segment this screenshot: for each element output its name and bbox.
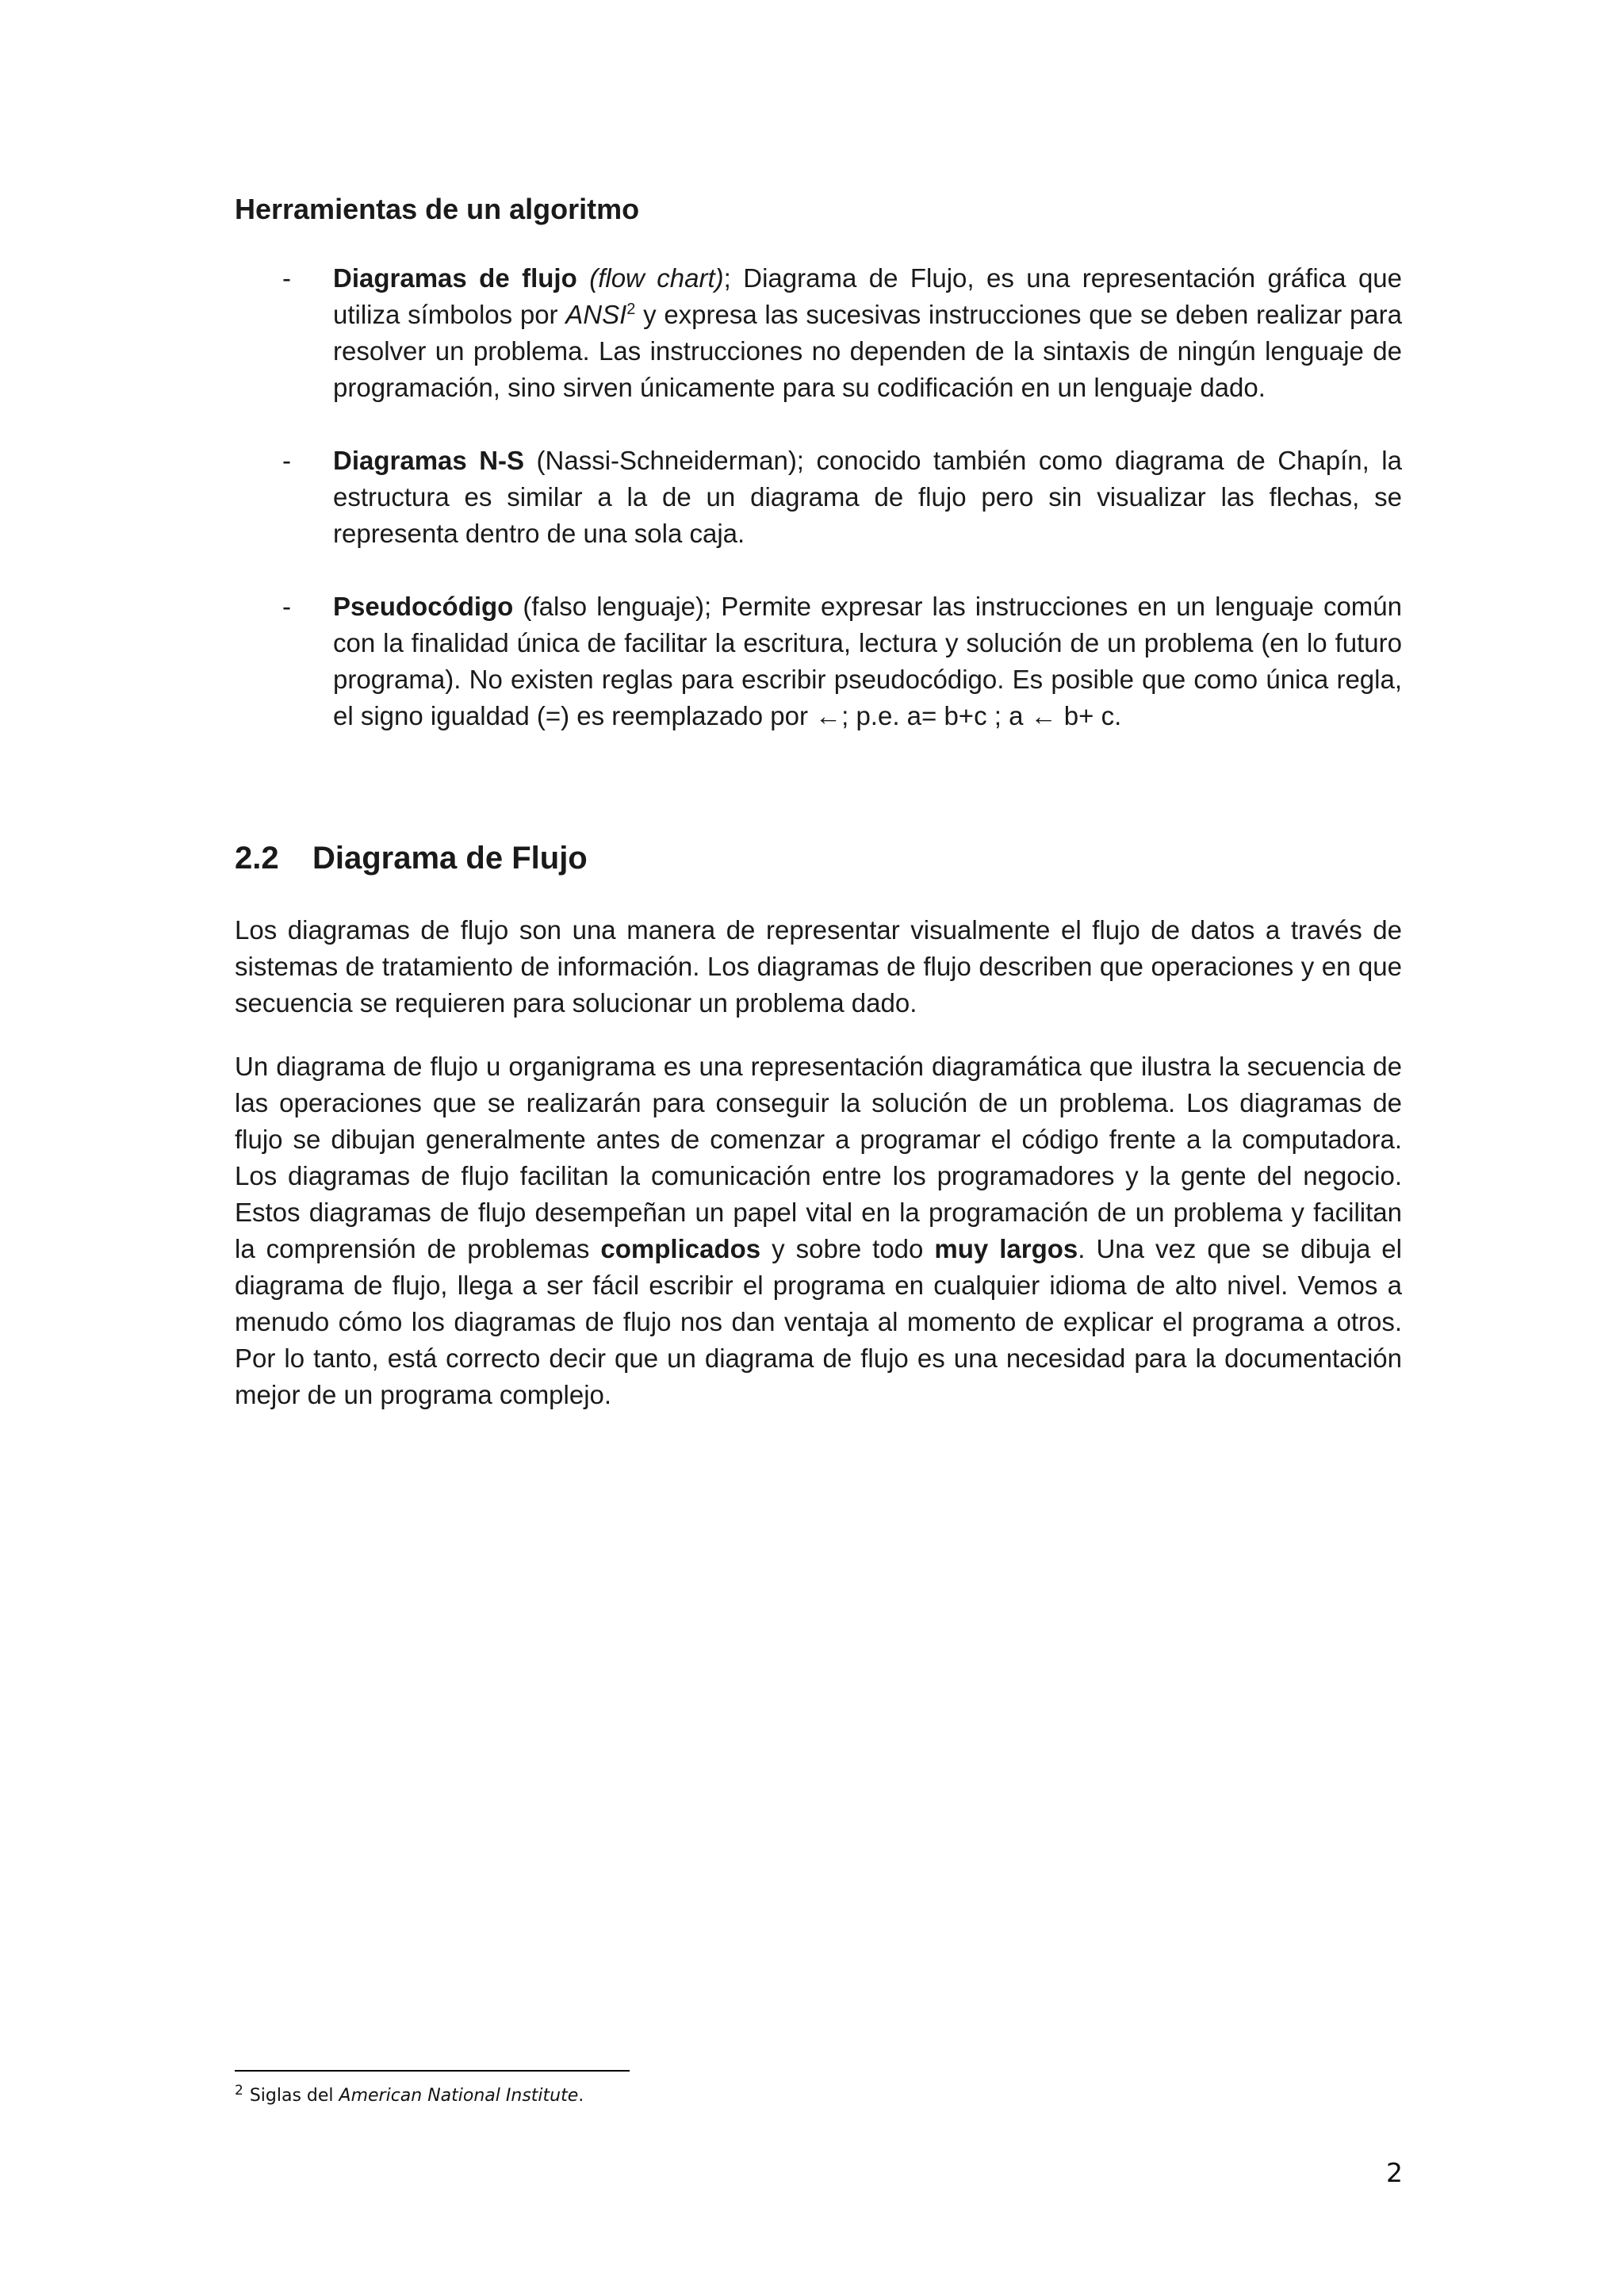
bullet-term-italic: (flow chart) (589, 263, 724, 293)
bold-muy-largos: muy largos (934, 1234, 1078, 1263)
footnote-separator (235, 2070, 630, 2072)
bullet-text (333, 263, 1402, 402)
section-title-text: Diagrama de Flujo (312, 841, 588, 876)
bullet-body-a: ; Diagrama de Flujo, es una representación gráfica que utiliza símbolos por (333, 263, 1403, 329)
bullet-dash: - (282, 446, 291, 475)
section-title (235, 838, 588, 879)
list-item-diagramas-ns (235, 443, 1402, 552)
bullet-dash: - (282, 592, 291, 621)
list-item-pseudocodigo (235, 588, 1402, 734)
paragraph-text: y sobre todo (760, 1234, 935, 1263)
bullet-dash: - (282, 263, 291, 293)
ansi-term: ANSI (565, 300, 627, 329)
footnote-prefix: Siglas del (249, 2086, 339, 2106)
heading-herramientas: Herramientas de un algoritmo (235, 193, 640, 225)
bullet-term: Pseudocódigo (333, 592, 514, 621)
section-number: 2.2 (235, 841, 279, 876)
bullet-body: (Nassi-Schneiderman); conocido también como diagrama de Chapín, la estructura es similar a la de un diagrama de flujo pero sin visualizar las flechas, se representa dentro de una sola caja. (333, 446, 1402, 548)
paragraph-organigrama (235, 1048, 1402, 1413)
paragraph-text: . Una vez que se dibuja el diagrama de flujo, llega a ser fácil escribir el programa en cualquier idioma de alto nivel. Vemos a menudo cómo los diagramas de flujo nos dan ventaja al momento de explicar el programa a otros. Por lo tanto, está correcto decir que un diagrama de flujo es una necesidad para la documentación mejor de un programa complejo. (235, 1234, 1402, 1409)
bold-complicados: complicados (600, 1234, 761, 1263)
paragraph-text: Un diagrama de flujo u organigrama es una representación diagramática que ilustra la secuencia de las operaciones que se realizarán para conseguir la solución de un problema. Los diagramas de flujo se dibujan generalmente antes de comenzar a programar el código frente a la computadora. Los diagramas de flujo facilitan la comunicación entre los programadores y la gente del negocio. Estos diagramas de flujo desempeñan un papel vital en la programación de un problema y facilitan la comprensión de problemas (235, 1052, 1402, 1263)
tools-list (235, 260, 1402, 771)
footnote-suffix: . (578, 2086, 584, 2106)
bullet-term: Diagramas de flujo (333, 263, 577, 293)
footnote-italic: American National Institute (339, 2086, 579, 2106)
page-number: 2 (1386, 2157, 1403, 2188)
paragraph-intro: Los diagramas de flujo son una manera de representar visualmente el flujo de datos a través de sistemas de tratamiento de información. Los diagramas de flujo describen que operaciones y en que secuencia se requieren para solucionar un problema dado. (235, 915, 1402, 1018)
bullet-body: (falso lenguaje); Permite expresar las instrucciones en un lenguaje común con la finalidad única de facilitar la escritura, lectura y solución de un problema (en lo futuro programa). No existen reglas para escribir pseudocódigo. Es posible que como única regla, el signo igualdad (=) es reemplazado por ←; p.e. a= b+c ; a ← b+ c. (333, 592, 1402, 730)
footnote (235, 2084, 584, 2108)
list-item-diagramas-de-flujo (235, 260, 1402, 406)
footnote-mark: 2 (235, 2082, 243, 2099)
bullet-body-b: y expresa las sucesivas instrucciones que se deben realizar para resolver un problema. Las instrucciones no dependen de la sintaxis de ningún lenguaje de programación, sino sirven únicamente para su codificación en un lenguaje dado. (333, 300, 1402, 402)
bullet-text (333, 446, 1402, 548)
bullet-term: Diagramas N-S (333, 446, 525, 475)
bullet-text (333, 592, 1402, 730)
footnote-reference[interactable]: 2 (626, 301, 636, 318)
